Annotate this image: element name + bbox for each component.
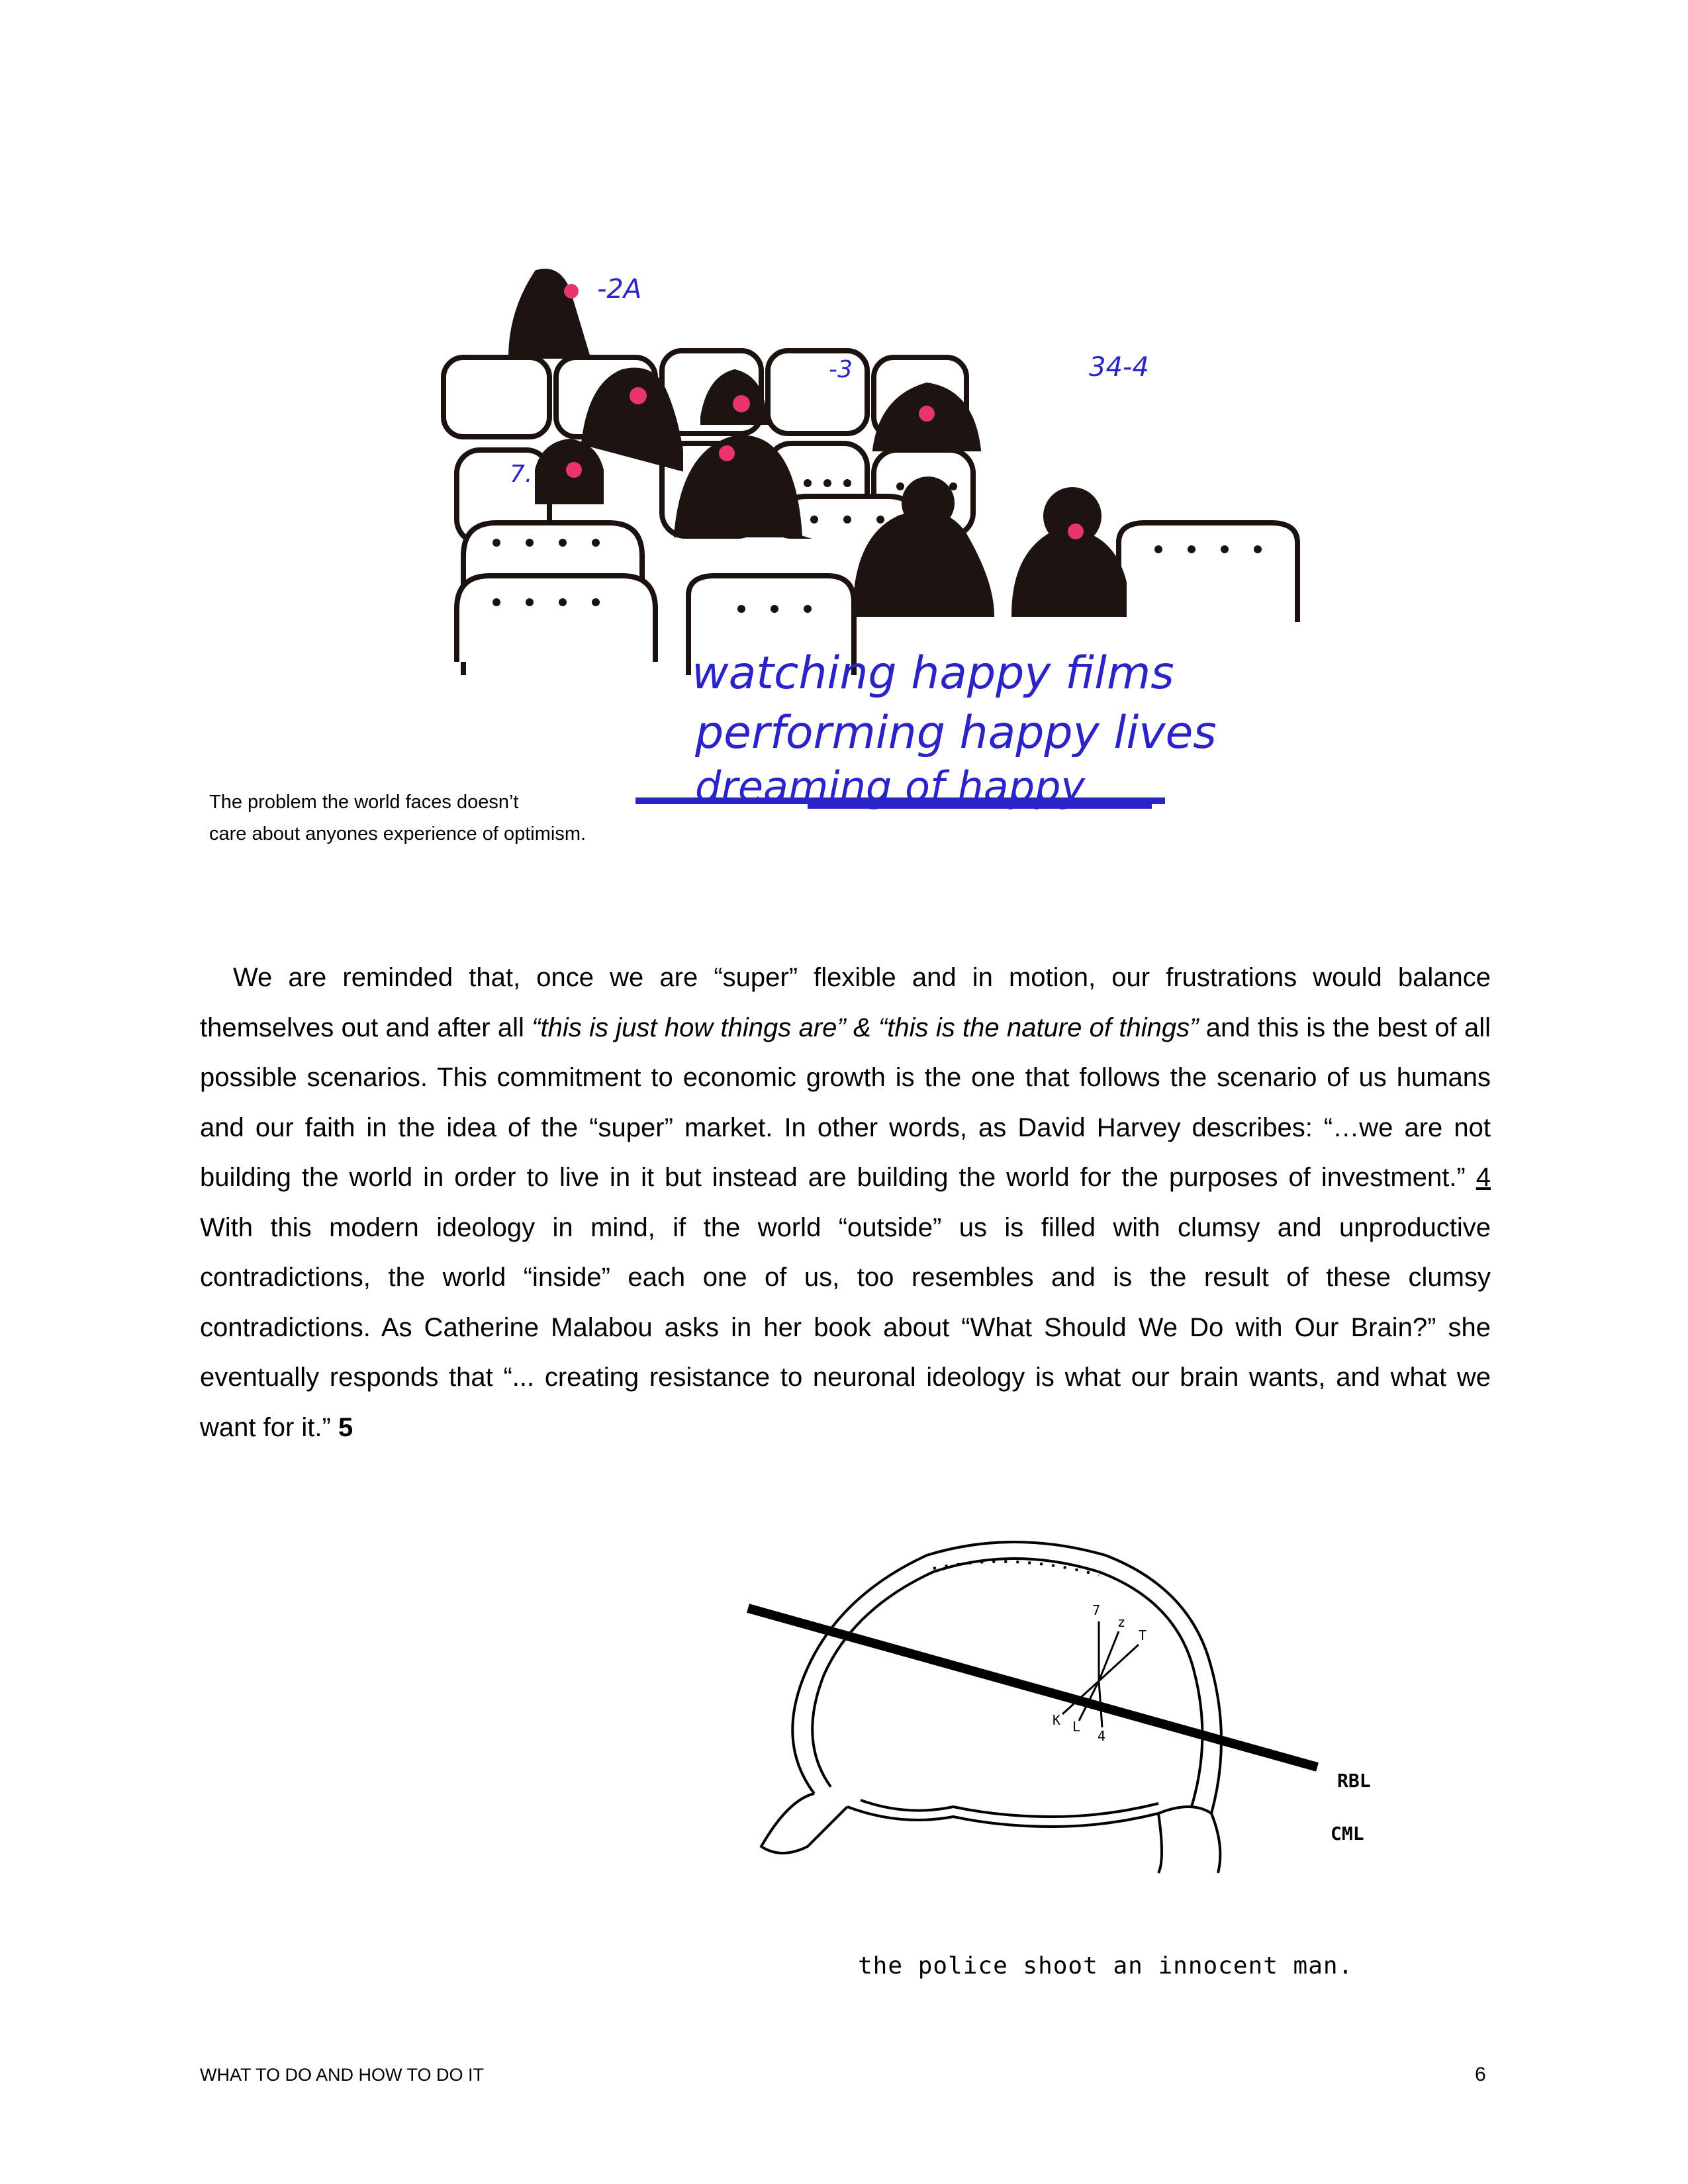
page-number: 6 — [1475, 2064, 1486, 2085]
label-k: K — [1053, 1712, 1061, 1728]
handwritten-line-3: dreaming of happy — [695, 762, 1086, 811]
skull-outline — [761, 1542, 1221, 1873]
label-4: 4 — [1098, 1728, 1106, 1744]
label-7: 7 — [1092, 1602, 1101, 1618]
body-text-part-1: We are reminded that, once we are “super” flexible and in motion, our frustrations would balance themselves out and after all — [200, 963, 1491, 1042]
theater-audience-illustration — [424, 251, 1324, 860]
footnote-ref-4[interactable]: 4 — [1476, 1163, 1491, 1192]
annotation-2a: -2A — [597, 274, 642, 304]
label-rbl: RBL — [1337, 1770, 1371, 1792]
body-italic-quote: “this is just how things are” & “this is the nature of things” — [532, 1013, 1199, 1042]
label-z: z — [1117, 1614, 1126, 1630]
annotation-34-4: 34-4 — [1089, 352, 1149, 383]
top-figure-caption — [209, 786, 673, 850]
handwritten-line-1: watching happy films — [692, 647, 1174, 700]
bottom-figure-caption: the police shoot an innocent man. — [858, 1952, 1354, 1979]
skull-illustration — [735, 1516, 1410, 1886]
body-paragraph — [200, 953, 1513, 1453]
annotation-7: 7. — [510, 461, 533, 488]
caption-line-2: care about anyones experience of optimism. — [209, 823, 586, 844]
footnote-ref-5[interactable]: 5 — [338, 1412, 353, 1442]
annotation-3: -3 — [829, 356, 853, 383]
handwritten-line-2: performing happy lives — [695, 707, 1217, 759]
footer-title: WHAT TO DO AND HOW TO DO IT — [200, 2065, 485, 2085]
label-t: T — [1139, 1627, 1147, 1643]
ballistic-line-rbl — [748, 1608, 1317, 1767]
body-paragraph-block — [200, 953, 1513, 1453]
label-l: L — [1072, 1719, 1081, 1735]
label-cml: CML — [1331, 1823, 1364, 1844]
handwritten-text — [635, 647, 1217, 811]
body-text-part-2: and this is the best of all possible scenarios. This commitment to economic growth is the one that follows the scenario of us humans and our faith in the idea of the “super” market. In other words, as David Harvey describes: “…we are not building the world in order to live in it but instead are building the world for the purposes of investment.” — [200, 1013, 1491, 1192]
caption-line-1: The problem the world faces doesn’t — [209, 792, 519, 813]
body-text-part-3: With this modern ideology in mind, if the world “outside” us is filled with clumsy and unproductive contradictions, the world “inside” each one of us, too resembles and is the result of these clumsy contradictions. As Catherine Malabou asks in her book about “What Should We Do with Our Brain?” she eventually responds that “... creating resistance to neuronal ideology is what our brain wants, and what we want for it.” — [200, 1163, 1513, 1442]
